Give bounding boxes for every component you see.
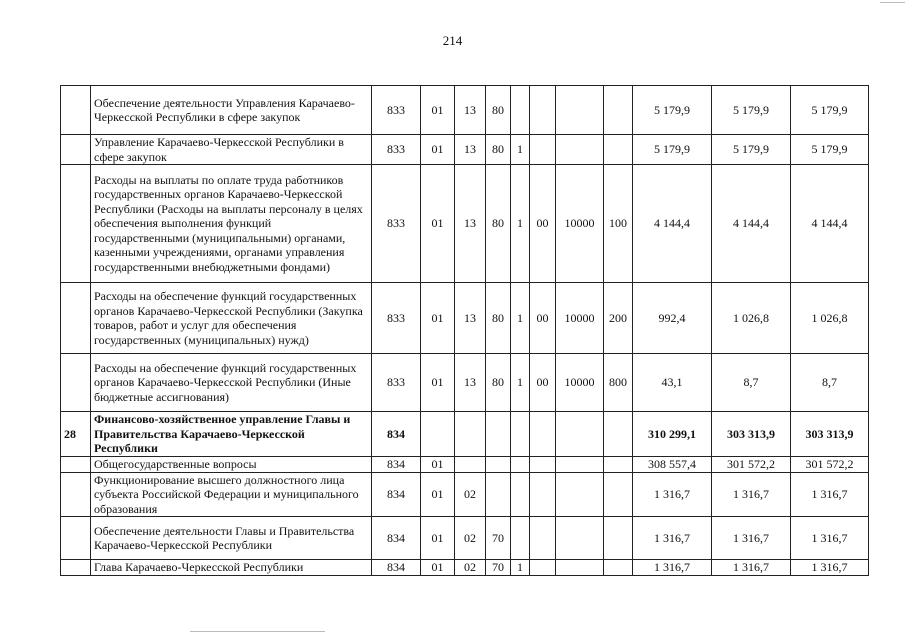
amount-year-3: 1 026,8 xyxy=(791,283,869,354)
page-number: 214 xyxy=(442,33,463,48)
row-description: Глава Карачаево-Черкесской Республики xyxy=(91,560,372,576)
amount-year-1: 5 179,9 xyxy=(633,86,712,135)
target-article-code-3: 00 xyxy=(530,165,556,283)
target-article-code-4 xyxy=(556,456,604,472)
grbs-code: 833 xyxy=(372,86,421,135)
expense-type-code xyxy=(604,472,633,517)
target-article-code-3 xyxy=(530,456,556,472)
target-article-code-2 xyxy=(511,86,530,135)
target-article-code-2: 1 xyxy=(511,165,530,283)
target-article-code-4 xyxy=(556,412,604,457)
section-code: 01 xyxy=(421,560,455,576)
row-number xyxy=(61,86,91,135)
expense-type-code: 200 xyxy=(604,283,633,354)
target-article-code-1: 80 xyxy=(486,86,511,135)
row-description: Функционирование высшего должностного лица субъекта Российской Федерации и муниципального образования xyxy=(91,472,372,517)
subsection-code: 02 xyxy=(455,472,486,517)
amount-year-3: 8,7 xyxy=(791,354,869,412)
section-code: 01 xyxy=(421,165,455,283)
amount-year-1: 1 316,7 xyxy=(633,472,712,517)
subsection-code xyxy=(455,412,486,457)
expense-type-code xyxy=(604,456,633,472)
amount-year-3: 301 572,2 xyxy=(791,456,869,472)
subsection-code: 13 xyxy=(455,165,486,283)
amount-year-2: 1 316,7 xyxy=(712,472,791,517)
row-number xyxy=(61,472,91,517)
section-code: 01 xyxy=(421,517,455,560)
row-description: Расходы на выплаты по оплате труда работников государственных органов Карачаево-Черкесской Республики (Расходы на выплаты персоналу в целях обеспечения выполнения функций государственными (муниципальными) органами, казенными учреждениями, органами управления государственными внебюджетными фондами) xyxy=(91,165,372,283)
table-row xyxy=(61,560,869,576)
target-article-code-3 xyxy=(530,135,556,165)
target-article-code-1: 70 xyxy=(486,517,511,560)
grbs-code: 834 xyxy=(372,517,421,560)
amount-year-1: 310 299,1 xyxy=(633,412,712,457)
table-row xyxy=(61,86,869,135)
section-code: 01 xyxy=(421,135,455,165)
amount-year-2: 301 572,2 xyxy=(712,456,791,472)
amount-year-2: 1 316,7 xyxy=(712,560,791,576)
expense-type-code xyxy=(604,135,633,165)
target-article-code-2 xyxy=(511,472,530,517)
target-article-code-3 xyxy=(530,412,556,457)
target-article-code-2: 1 xyxy=(511,135,530,165)
expense-type-code: 100 xyxy=(604,165,633,283)
row-number xyxy=(61,517,91,560)
target-article-code-1: 80 xyxy=(486,283,511,354)
grbs-code: 834 xyxy=(372,412,421,457)
subsection-code: 13 xyxy=(455,135,486,165)
grbs-code: 834 xyxy=(372,472,421,517)
row-number xyxy=(61,283,91,354)
row-number xyxy=(61,354,91,412)
row-description: Управление Карачаево-Черкесской Республики в сфере закупок xyxy=(91,135,372,165)
grbs-code: 833 xyxy=(372,165,421,283)
expense-type-code xyxy=(604,86,633,135)
target-article-code-2 xyxy=(511,456,530,472)
expense-type-code xyxy=(604,560,633,576)
target-article-code-4 xyxy=(556,135,604,165)
amount-year-2: 8,7 xyxy=(712,354,791,412)
target-article-code-3 xyxy=(530,86,556,135)
target-article-code-2: 1 xyxy=(511,354,530,412)
amount-year-3: 1 316,7 xyxy=(791,517,869,560)
target-article-code-4 xyxy=(556,86,604,135)
target-article-code-4: 10000 xyxy=(556,165,604,283)
amount-year-1: 1 316,7 xyxy=(633,560,712,576)
subsection-code: 13 xyxy=(455,86,486,135)
budget-table xyxy=(60,85,869,576)
amount-year-2: 1 026,8 xyxy=(712,283,791,354)
target-article-code-4 xyxy=(556,560,604,576)
subsection-code: 02 xyxy=(455,560,486,576)
section-code: 01 xyxy=(421,86,455,135)
amount-year-2: 303 313,9 xyxy=(712,412,791,457)
subsection-code: 13 xyxy=(455,354,486,412)
grbs-code: 833 xyxy=(372,354,421,412)
amount-year-1: 5 179,9 xyxy=(633,135,712,165)
target-article-code-4 xyxy=(556,472,604,517)
table-row xyxy=(61,135,869,165)
target-article-code-2 xyxy=(511,412,530,457)
subsection-code xyxy=(455,456,486,472)
target-article-code-4 xyxy=(556,517,604,560)
row-number xyxy=(61,456,91,472)
scan-artifact xyxy=(190,631,325,632)
row-description: Расходы на обеспечение функций государственных органов Карачаево-Черкесской Республики (Закупка товаров, работ и услуг для обеспечения государственных (муниципальных) нужд) xyxy=(91,283,372,354)
row-number: 28 xyxy=(61,412,91,457)
grbs-code: 834 xyxy=(372,560,421,576)
row-description: Обеспечение деятельности Управления Карачаево-Черкесской Республики в сфере закупок xyxy=(91,86,372,135)
amount-year-1: 308 557,4 xyxy=(633,456,712,472)
target-article-code-3 xyxy=(530,517,556,560)
target-article-code-3: 00 xyxy=(530,283,556,354)
section-code: 01 xyxy=(421,283,455,354)
target-article-code-4: 10000 xyxy=(556,354,604,412)
section-code xyxy=(421,412,455,457)
target-article-code-2 xyxy=(511,517,530,560)
row-description: Обеспечение деятельности Главы и Правительства Карачаево-Черкесской Республики xyxy=(91,517,372,560)
target-article-code-1 xyxy=(486,472,511,517)
expense-type-code xyxy=(604,517,633,560)
section-code: 01 xyxy=(421,472,455,517)
grbs-code: 834 xyxy=(372,456,421,472)
amount-year-3: 5 179,9 xyxy=(791,135,869,165)
scan-artifact xyxy=(880,2,905,3)
amount-year-3: 1 316,7 xyxy=(791,472,869,517)
subsection-code: 13 xyxy=(455,283,486,354)
table-row xyxy=(61,472,869,517)
row-number xyxy=(61,560,91,576)
table-row xyxy=(61,412,869,457)
target-article-code-1: 80 xyxy=(486,354,511,412)
expense-type-code: 800 xyxy=(604,354,633,412)
target-article-code-2: 1 xyxy=(511,283,530,354)
target-article-code-4: 10000 xyxy=(556,283,604,354)
budget-table-body xyxy=(61,86,869,576)
row-number xyxy=(61,135,91,165)
table-row xyxy=(61,354,869,412)
amount-year-2: 5 179,9 xyxy=(712,135,791,165)
amount-year-2: 5 179,9 xyxy=(712,86,791,135)
amount-year-1: 4 144,4 xyxy=(633,165,712,283)
grbs-code: 833 xyxy=(372,283,421,354)
table-row xyxy=(61,517,869,560)
target-article-code-1: 80 xyxy=(486,135,511,165)
target-article-code-1 xyxy=(486,456,511,472)
amount-year-3: 1 316,7 xyxy=(791,560,869,576)
expense-type-code xyxy=(604,412,633,457)
amount-year-1: 43,1 xyxy=(633,354,712,412)
row-description: Финансово-хозяйственное управление Главы и Правительства Карачаево-Черкесской Республики xyxy=(91,412,372,457)
row-description: Общегосударственные вопросы xyxy=(91,456,372,472)
target-article-code-2: 1 xyxy=(511,560,530,576)
amount-year-2: 4 144,4 xyxy=(712,165,791,283)
target-article-code-1: 80 xyxy=(486,165,511,283)
target-article-code-1 xyxy=(486,412,511,457)
amount-year-3: 5 179,9 xyxy=(791,86,869,135)
subsection-code: 02 xyxy=(455,517,486,560)
target-article-code-1: 70 xyxy=(486,560,511,576)
row-number xyxy=(61,165,91,283)
amount-year-3: 4 144,4 xyxy=(791,165,869,283)
target-article-code-3: 00 xyxy=(530,354,556,412)
amount-year-3: 303 313,9 xyxy=(791,412,869,457)
section-code: 01 xyxy=(421,456,455,472)
table-row xyxy=(61,283,869,354)
table-row xyxy=(61,456,869,472)
target-article-code-3 xyxy=(530,560,556,576)
grbs-code: 833 xyxy=(372,135,421,165)
row-description: Расходы на обеспечение функций государственных органов Карачаево-Черкесской Республики (Иные бюджетные ассигнования) xyxy=(91,354,372,412)
section-code: 01 xyxy=(421,354,455,412)
amount-year-2: 1 316,7 xyxy=(712,517,791,560)
amount-year-1: 992,4 xyxy=(633,283,712,354)
table-row xyxy=(61,165,869,283)
target-article-code-3 xyxy=(530,472,556,517)
amount-year-1: 1 316,7 xyxy=(633,517,712,560)
